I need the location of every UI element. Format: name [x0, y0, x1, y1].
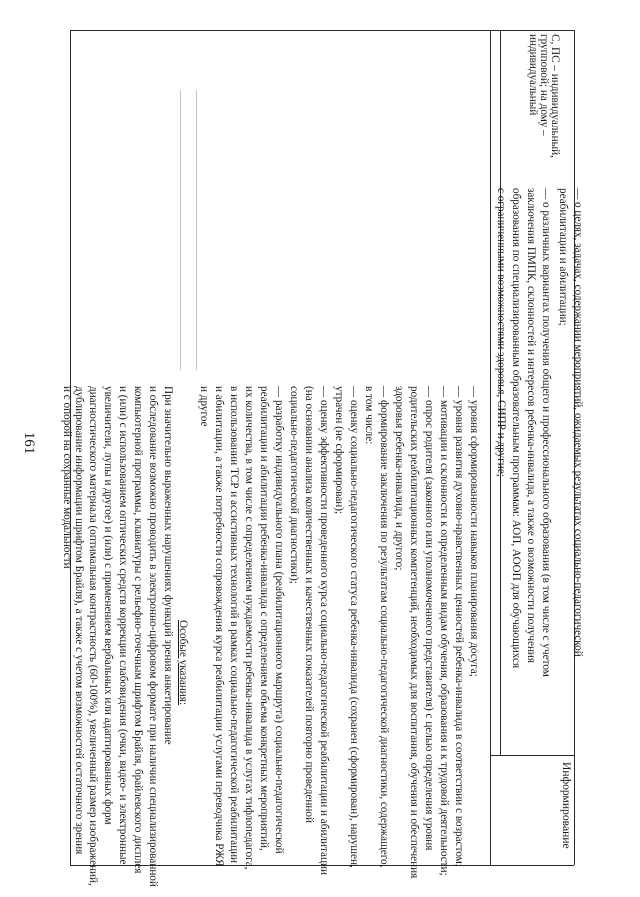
diagnostics-line: и абилитации, а также потребности сопровождения курса реабилитации услугами переводчика РЖЯ [213, 386, 225, 867]
activity-line: заключения ПМПК, склонностей и интересов ребенка-инвалида, а также о возможности получения [525, 188, 537, 664]
activity-label: Информирование [560, 762, 573, 849]
special-heading: Особые указания: [177, 620, 189, 706]
diagnostics-line: — мотивации и склонности к определенным видам обучения, образования и к трудовой деятельности; [438, 386, 450, 876]
diagnostics-line: реабилитации и абилитации ребенка-инвалида с определением объема конкретных мероприятий, [258, 386, 270, 851]
special-line: увеличители, лупы и другое) и (или) с применением вербальных или адаптированных форм [102, 386, 114, 825]
row-divider [490, 755, 574, 756]
special-line: При значительно выраженных нарушениях функций зрения анкетирование [162, 386, 174, 745]
diagnostics-line: — оценку социально-педагогического статуса ребенка-инвалида (сохранен (сформирован), нарушен, [348, 386, 360, 868]
diagnostics-line: социально-педагогической диагностики); [288, 386, 300, 584]
special-line: и обследование возможно проводить в электронно-цифровом формате при наличии специализированной [147, 386, 159, 887]
diagnostics-line: — разработку индивидуального плана (реабилитационного маршрута) социально-педагогической [273, 386, 285, 854]
activity-line: с ограниченными возможностями здоровья, СИПР и другие; [495, 188, 507, 477]
diagnostics-line: — уровня развития духовно-нравственных ценностей ребенка-инвалида в соответствии с возрастом; [453, 386, 465, 867]
diagnostics-line: их количества, в том числе с определением нуждаемости ребенка-инвалида в услугах тифлопедагога, [243, 386, 255, 870]
diagnostics-line: — формирование заключения по результатам социально-педагогической диагностики, содержащего, [378, 386, 390, 868]
diagnostics-line: (на основании анализа количественных и качественных показателей повторно проведенной [303, 386, 315, 823]
activity-line: — о различных вариантах получения общего и профессионального образования (в том числе с учетом [540, 188, 552, 677]
special-line: и (или) с использованием оптических средств коррекции слабовидения (очки, видео- и электронные [117, 386, 129, 865]
diagnostics-line: здоровья ребенка-инвалида, и другого; [393, 386, 405, 571]
activity-line: реабилитации и абилитации; [557, 188, 569, 326]
diagnostics-line: родительских реабилитационных компетенций, необходимых для воспитания, обучения и обеспечения [408, 386, 420, 879]
untranscribed-line [180, 90, 181, 370]
row-divider-main [490, 30, 491, 865]
diagnostics-line: утрачен (не сформирован); [333, 386, 345, 515]
diagnostics-line: — уровня сформированности навыков планирования досуга; [468, 386, 480, 677]
activity-line: образования по специализированным образовательным программам: АОП, АООП для обучающихся [510, 188, 522, 669]
diagnostics-line: — оценку эффективности проведенного курса социально-педагогической реабилитации и абилитации [318, 386, 330, 875]
diagnostics-line: в использовании ТСР и ассистивных технологий в рамках социально-педагогической реабилитации [228, 386, 240, 864]
activity-line: — о целях, задачах, содержании мероприятий, ожидаемых результатах социально-педагогической [572, 188, 584, 657]
untranscribed-line [196, 90, 197, 370]
page-number: 161 [21, 431, 37, 455]
forms-text: С, ПС – индивидуальный, групповой; на дому – индивидуальный [527, 34, 561, 158]
diagnostics-line: в том числе: [363, 386, 375, 445]
special-line: и с опорой на сохранные модальности [61, 386, 73, 569]
special-line: диагностического материала (оптимальная контрастность (60-100%), увеличенный размер изображений, [87, 386, 99, 886]
diagnostics-line: и другое [198, 386, 210, 427]
table-border-top [70, 30, 574, 31]
diagnostics-line: — опрос родителя (законного или уполномоченного представителя) с целью определения уровня [423, 386, 435, 851]
special-line: дублирование информации шрифтом Брайля), а также с учетом возможностей остаточного зрения [73, 386, 85, 855]
special-line: компьютерной программы, клавиатуры с рельефно-точечным шрифтом Брайля, брайлевского дисплея [132, 386, 144, 874]
